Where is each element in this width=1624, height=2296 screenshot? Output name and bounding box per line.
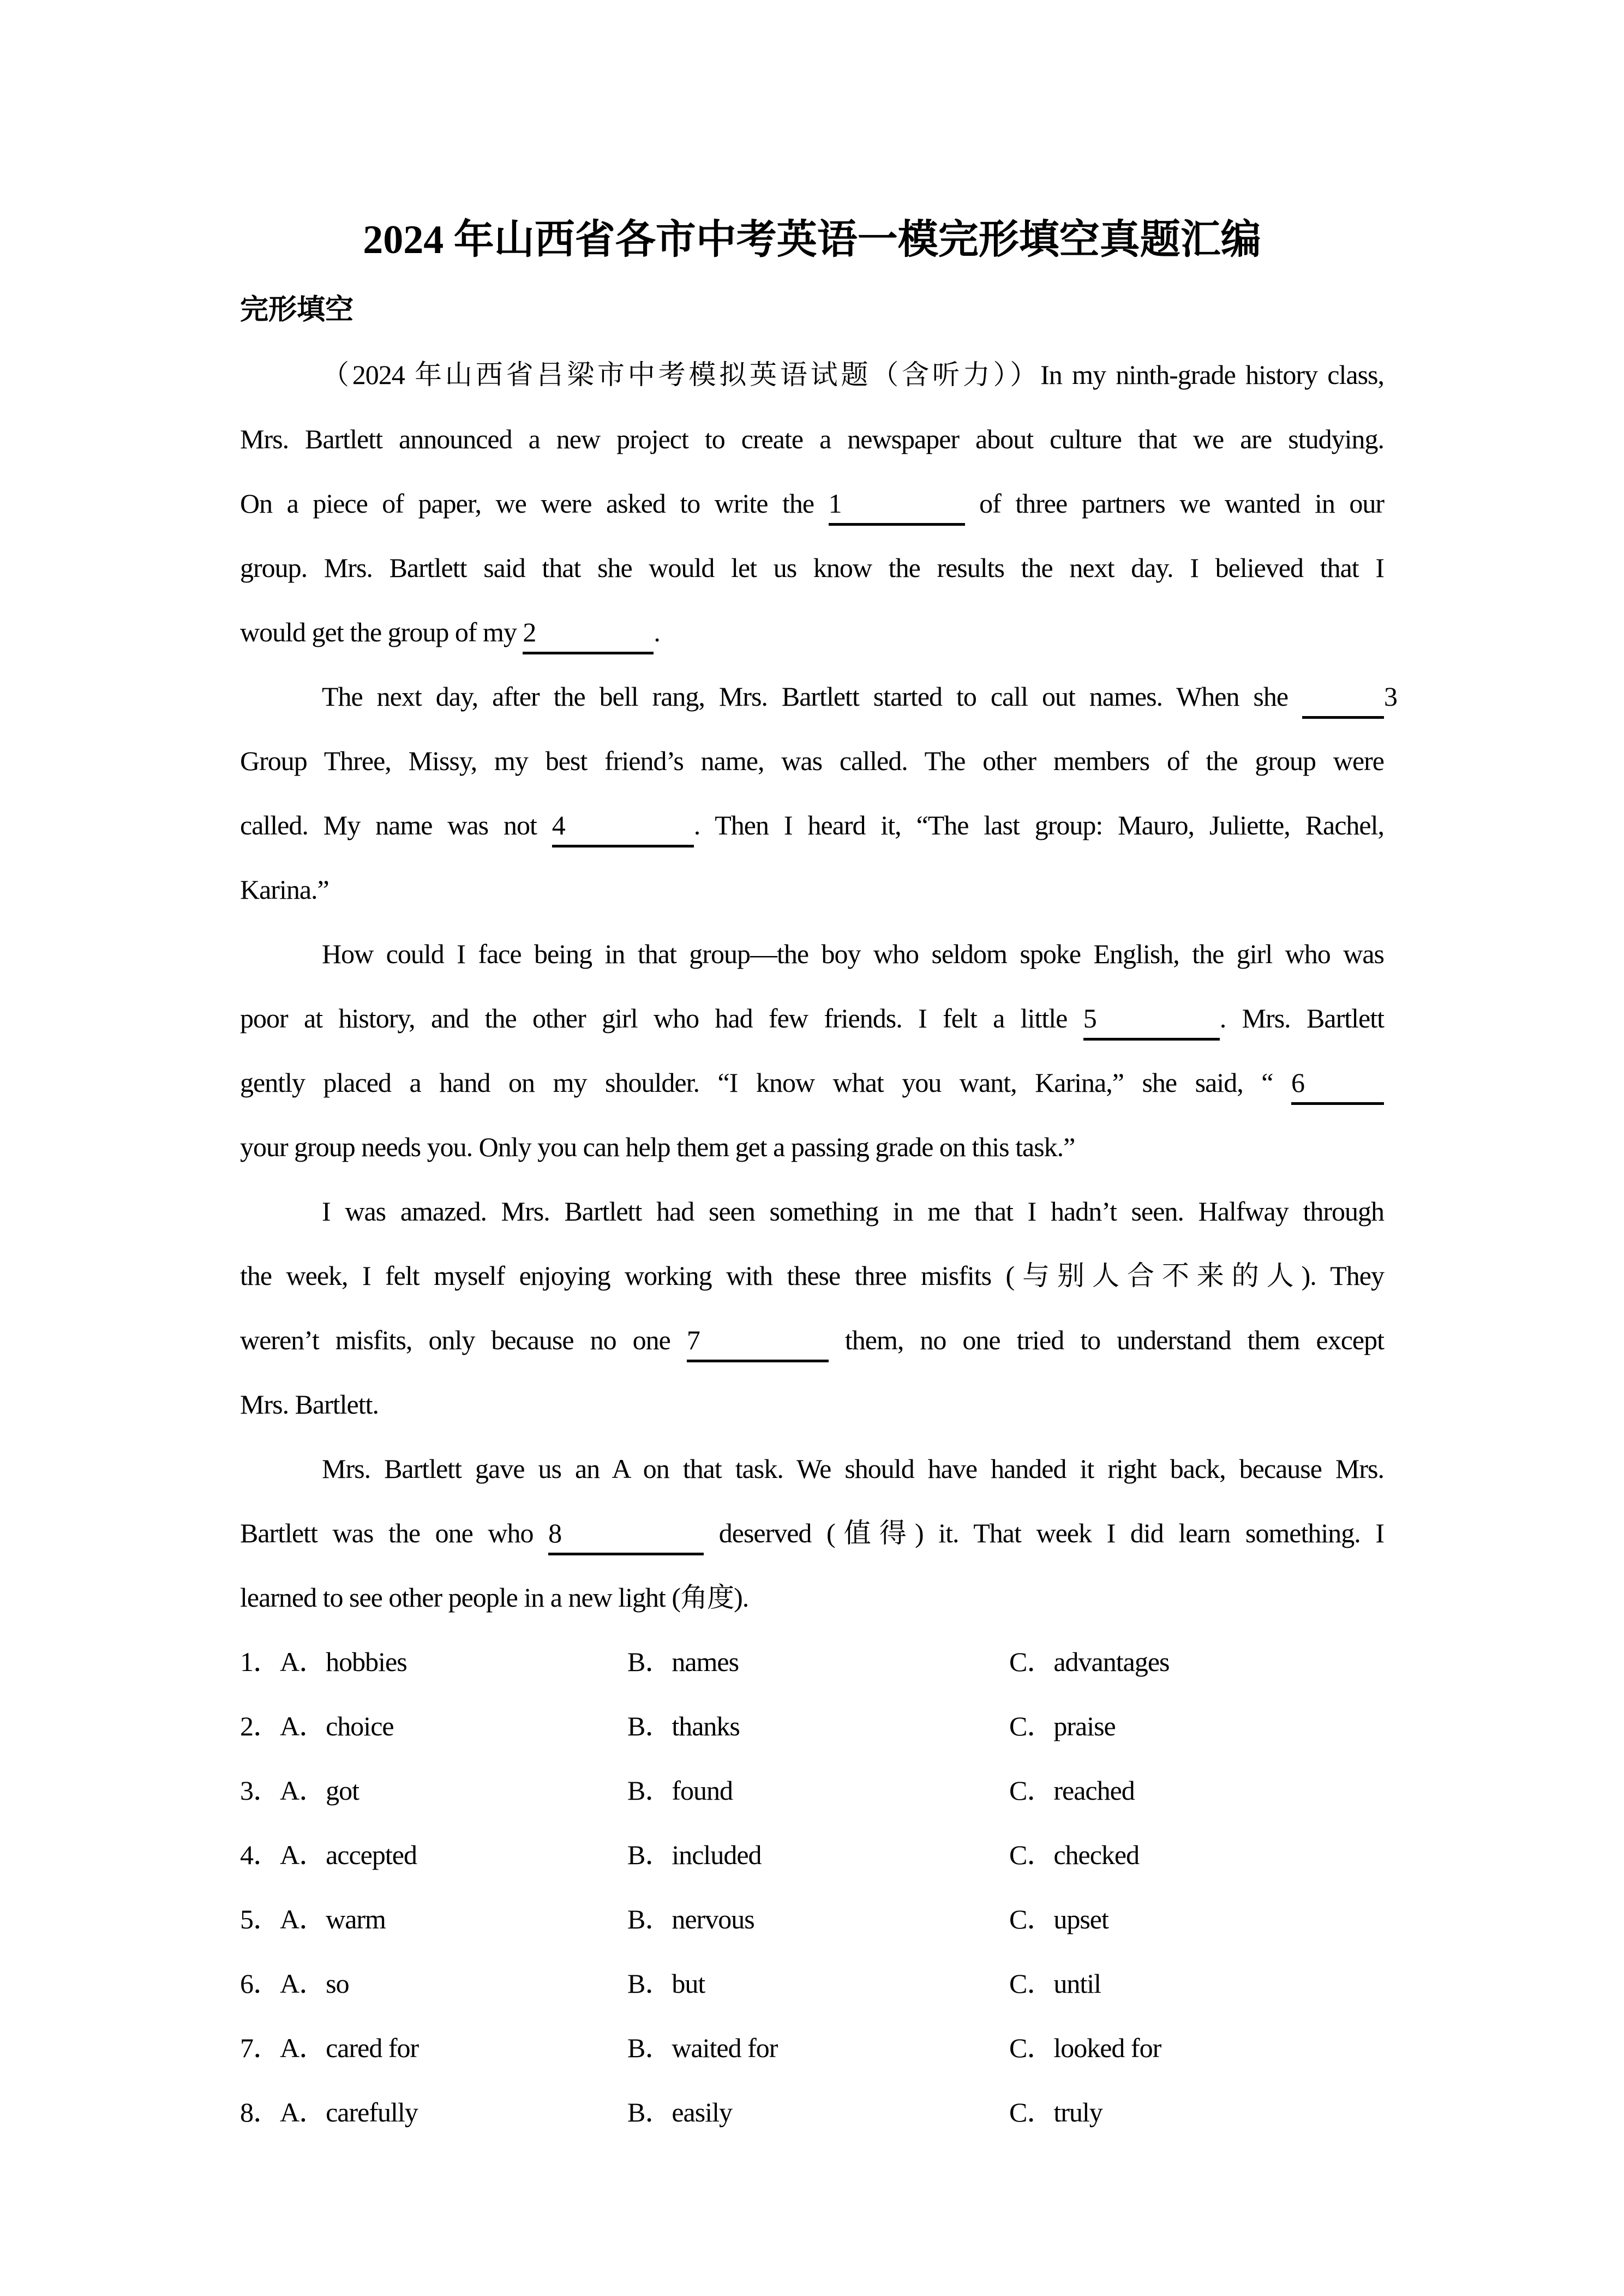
passage-line: Mrs. Bartlett. bbox=[240, 1389, 379, 1420]
option-cell: B．waited for bbox=[627, 2033, 778, 2063]
cloze-blank-2: 2 bbox=[523, 616, 654, 654]
option-cell: B．included bbox=[627, 1840, 762, 1870]
option-cell: C．checked bbox=[1009, 1840, 1140, 1870]
passage-paragraph bbox=[240, 1179, 1384, 1436]
passage-line: How could I face being in that group—the boy who seldom spoke English, the girl who was bbox=[322, 939, 1384, 969]
passage-paragraph bbox=[240, 342, 1384, 664]
option-cell: 8．A．carefully bbox=[240, 2097, 418, 2127]
option-cell: C．advantages bbox=[1009, 1646, 1170, 1677]
option-cell: 5．A．warm bbox=[240, 1904, 386, 1934]
passage-paragraph bbox=[240, 1436, 1384, 1630]
option-cell: 1．A．hobbies bbox=[240, 1646, 407, 1677]
options-list bbox=[240, 1630, 1384, 2144]
passage-line: Group Three, Missy, my best friend’s name, was called. The other members of the group were bbox=[240, 746, 1384, 776]
option-cell: C．truly bbox=[1009, 2097, 1102, 2127]
cloze-blank-6: 6 bbox=[1291, 1066, 1384, 1105]
passage-line: group. Mrs. Bartlett said that she would let us know the results the next day. I believed that I bbox=[240, 552, 1384, 583]
option-cell: C．reached bbox=[1009, 1775, 1135, 1806]
options-row bbox=[240, 1758, 1384, 1823]
passage-line: Karina.” bbox=[240, 874, 329, 905]
passage-line: gently placed a hand on my shoulder. “I know what you want, Karina,” she said, “ 6 bbox=[240, 1050, 1384, 1115]
option-cell: B．but bbox=[627, 1968, 705, 1999]
options-row bbox=[240, 1630, 1384, 1694]
options-row bbox=[240, 2016, 1384, 2080]
option-cell: C．upset bbox=[1009, 1904, 1108, 1934]
options-row bbox=[240, 1823, 1384, 1887]
passage-line: Mrs. Bartlett gave us an A on that task. We should have handed it right back, because Mrs. bbox=[322, 1453, 1384, 1484]
passage-line: your group needs you. Only you can help them get a passing grade on this task.” bbox=[240, 1132, 1075, 1162]
cloze-blank-8: 8 bbox=[548, 1517, 704, 1555]
cloze-blank-7: 7 bbox=[687, 1324, 829, 1362]
passage-line: I was amazed. Mrs. Bartlett had seen something in me that I hadn’t seen. Halfway through bbox=[322, 1196, 1384, 1227]
cloze-blank-5: 5 bbox=[1083, 1002, 1220, 1041]
options-row bbox=[240, 2080, 1384, 2144]
passage-line: （2024 年山西省吕梁市中考模拟英语试题（含听力））In my ninth-grade history class, bbox=[322, 359, 1384, 390]
option-cell: B．easily bbox=[627, 2097, 732, 2127]
cloze-blank-1: 1 bbox=[829, 487, 965, 526]
options-row bbox=[240, 1951, 1384, 2016]
passage-line: On a piece of paper, we were asked to write the 1 of three partners we wanted in our bbox=[240, 471, 1384, 536]
option-cell: B．found bbox=[627, 1775, 733, 1806]
passage bbox=[240, 342, 1397, 1630]
cloze-blank-3: 3 bbox=[1302, 680, 1384, 719]
option-cell: 4．A．accepted bbox=[240, 1840, 417, 1870]
option-cell: C．looked for bbox=[1009, 2033, 1161, 2063]
option-cell: 6．A．so bbox=[240, 1968, 349, 1999]
option-cell: C．until bbox=[1009, 1968, 1101, 1999]
passage-line: Bartlett was the one who 8 deserved (值得) it. That week I did learn something. I bbox=[240, 1501, 1384, 1565]
section-heading: 完形填空 bbox=[240, 294, 354, 326]
option-cell: 7．A．cared for bbox=[240, 2033, 419, 2063]
option-cell: 2．A．choice bbox=[240, 1711, 394, 1741]
options-row bbox=[240, 1694, 1384, 1758]
option-cell: B．names bbox=[627, 1646, 739, 1677]
passage-paragraph bbox=[240, 664, 1397, 922]
options-row bbox=[240, 1887, 1384, 1951]
passage-line: called. My name was not 4 . Then I heard it, “The last group: Mauro, Juliette, Rachel, bbox=[240, 793, 1384, 857]
passage-line: would get the group of my 2 . bbox=[240, 600, 1384, 664]
page-title: 2024 年山西省各市中考英语一模完形填空真题汇编 bbox=[363, 218, 1261, 262]
option-cell: B．thanks bbox=[627, 1711, 740, 1741]
passage-line: learned to see other people in a new light (角度). bbox=[240, 1582, 749, 1613]
option-cell: C．praise bbox=[1009, 1711, 1116, 1741]
option-cell: B．nervous bbox=[627, 1904, 754, 1934]
passage-line: the week, I felt myself enjoying working with these three misfits (与别人合不来的人). They bbox=[240, 1260, 1384, 1291]
passage-line: weren’t misfits, only because no one 7 them, no one tried to understand them except bbox=[240, 1308, 1384, 1372]
passage-line: poor at history, and the other girl who had few friends. I felt a little 5 . Mrs. Bartlett bbox=[240, 986, 1384, 1050]
passage-line: The next day, after the bell rang, Mrs. Bartlett started to call out names. When she 3 bbox=[240, 664, 1384, 729]
cloze-blank-4: 4 bbox=[552, 809, 694, 848]
option-cell: 3．A．got bbox=[240, 1775, 359, 1806]
passage-line: Mrs. Bartlett announced a new project to create a newspaper about culture that we are studying. bbox=[240, 424, 1384, 454]
passage-paragraph bbox=[240, 922, 1384, 1179]
